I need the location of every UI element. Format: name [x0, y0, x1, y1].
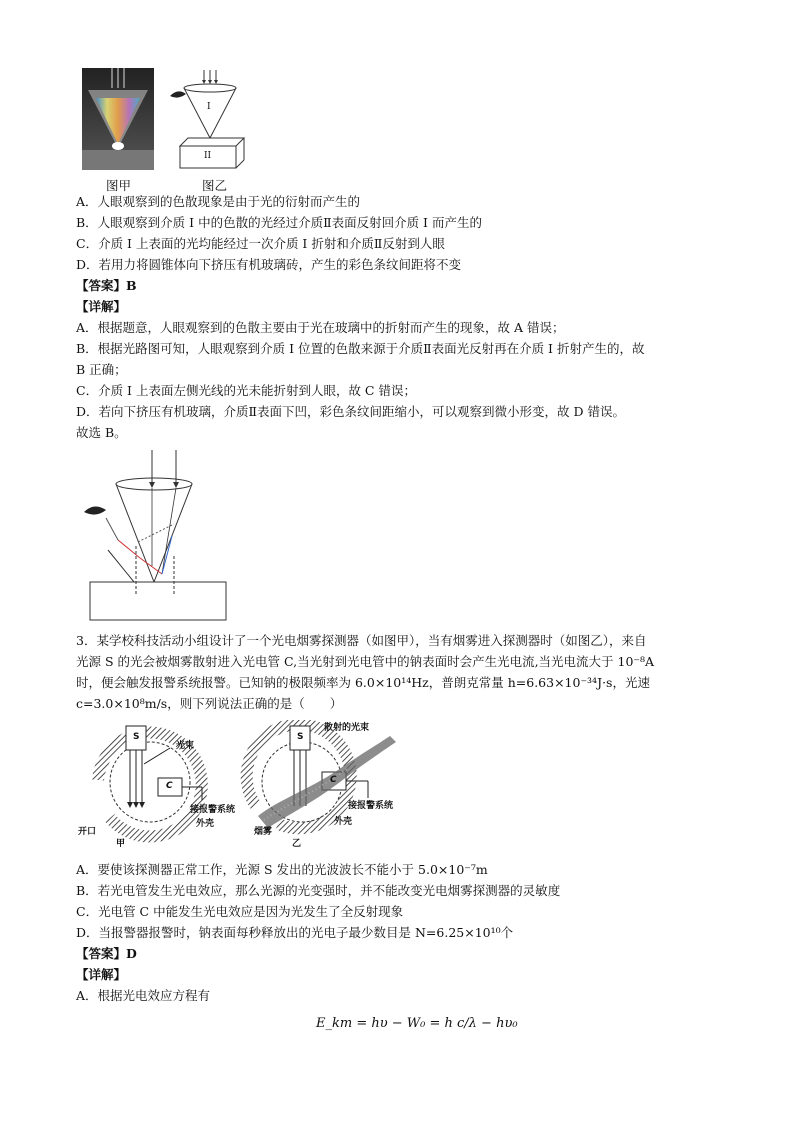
- label-yi: 乙: [292, 839, 302, 849]
- q3-option-d: D．当报警器报警时，钠表面每秒释放出的光电子最少数目是 N=6.25×10¹⁰个: [76, 925, 514, 940]
- label-shell-yi: 外壳: [334, 817, 353, 827]
- q3-option-b: B．若光电管发生光电效应，那么光源的光变强时，并不能改变光电烟雾探测器的灵敏度: [76, 883, 561, 898]
- q3-stem-line: c=3.0×10⁸m/s，则下列说法正确的是（ ）: [76, 696, 343, 711]
- q2-detail-line: C．介质 I 上表面左侧光线的光未能折射到人眼，故 C 错误；: [76, 383, 416, 398]
- q3-option-c: C．光电管 C 中能发生光电效应是因为光发生了全反射现象: [76, 904, 404, 919]
- eye-icon: [170, 91, 186, 97]
- label-tube-c: C: [166, 781, 173, 791]
- q3-stem-line: 3．某学校科技活动小组设计了一个光电烟雾探测器（如图甲），当有烟雾进入探测器时（如图乙），来自: [76, 633, 647, 648]
- q3-option-a: A．要使该探测器正常工作，光源 S 发出的光波波长不能小于 5.0×10⁻⁷m: [76, 862, 488, 877]
- q2-option-d: D．若用力将圆锥体向下挤压有机玻璃砖，产生的彩色条纹间距将不变: [76, 257, 462, 272]
- q3-stem-line: 时，便会触发报警系统报警。已知钠的极限频率为 6.0×10¹⁴Hz，普朗克常量 h=6.63×10⁻³⁴J·s，光速: [76, 675, 650, 690]
- label-medium-II: II: [204, 151, 212, 161]
- label-jia: 甲: [116, 839, 126, 849]
- q3-detail-label: 【详解】: [76, 967, 127, 982]
- label-source-s: S: [297, 732, 304, 742]
- caption-yi: 图乙: [202, 178, 228, 193]
- q2-option-a: A．人眼观察到的色散现象是由于光的衍射而产生的: [76, 194, 361, 209]
- q3-stem-line: 光源 S 的光会被烟雾散射进入光电管 C,当光射到光电管中的钠表面时会产生光电流,当光电流大于 10⁻⁸A: [76, 654, 655, 669]
- q3-answer: 【答案】D: [76, 946, 137, 961]
- label-beam: 光束: [176, 741, 195, 751]
- label-alarm-jia: 接报警系统: [190, 805, 236, 815]
- caption-jia: 图甲: [106, 178, 132, 193]
- light-path-diagram: [78, 446, 230, 622]
- q2-detail-line: B 正确；: [76, 362, 127, 377]
- q2-option-c: C．介质 I 上表面的光均能经过一次介质 I 折射和介质Ⅱ反射到人眼: [76, 236, 445, 251]
- q2-detail-line: D．若向下挤压有机玻璃，介质Ⅱ表面下凹，彩色条纹间距缩小，可以观察到微小形变，故 D 错误。: [76, 404, 625, 419]
- label-shell-jia: 外壳: [196, 819, 215, 829]
- q3-detail-a: A．根据光电效应方程有: [76, 988, 211, 1003]
- figure-yi-diagram: [168, 68, 246, 172]
- label-scattered-beam: 散射的光束: [324, 723, 370, 733]
- label-opening: 开口: [78, 827, 97, 837]
- figure-jia-photo: [82, 68, 154, 170]
- q2-detail-line: A．根据题意，人眼观察到的色散主要由于光在玻璃中的折射而产生的现象，故 A 错误；: [76, 320, 565, 335]
- label-smoke: 烟雾: [254, 827, 273, 837]
- q2-option-b: B．人眼观察到介质 I 中的色散的光经过介质Ⅱ表面反射回介质 I 而产生的: [76, 215, 482, 230]
- label-tube-c: C: [330, 775, 337, 785]
- label-alarm-yi: 接报警系统: [348, 801, 394, 811]
- label-source-s: S: [133, 732, 140, 742]
- q2-detail-line: B．根据光路图可知，人眼观察到介质 I 位置的色散来源于介质Ⅱ表面光反射再在介质 I 折射产生的，故: [76, 341, 645, 356]
- eye-icon: [84, 506, 106, 514]
- label-medium-I: I: [207, 102, 211, 112]
- smoke-detector-figure: [78, 720, 418, 852]
- photoelectric-formula: E_km = hυ − W₀ = h c/λ − hυ₀: [316, 1016, 518, 1031]
- q2-answer: 【答案】B: [76, 278, 137, 293]
- q2-detail-line: 故选 B。: [76, 425, 127, 440]
- q2-detail-label: 【详解】: [76, 299, 127, 314]
